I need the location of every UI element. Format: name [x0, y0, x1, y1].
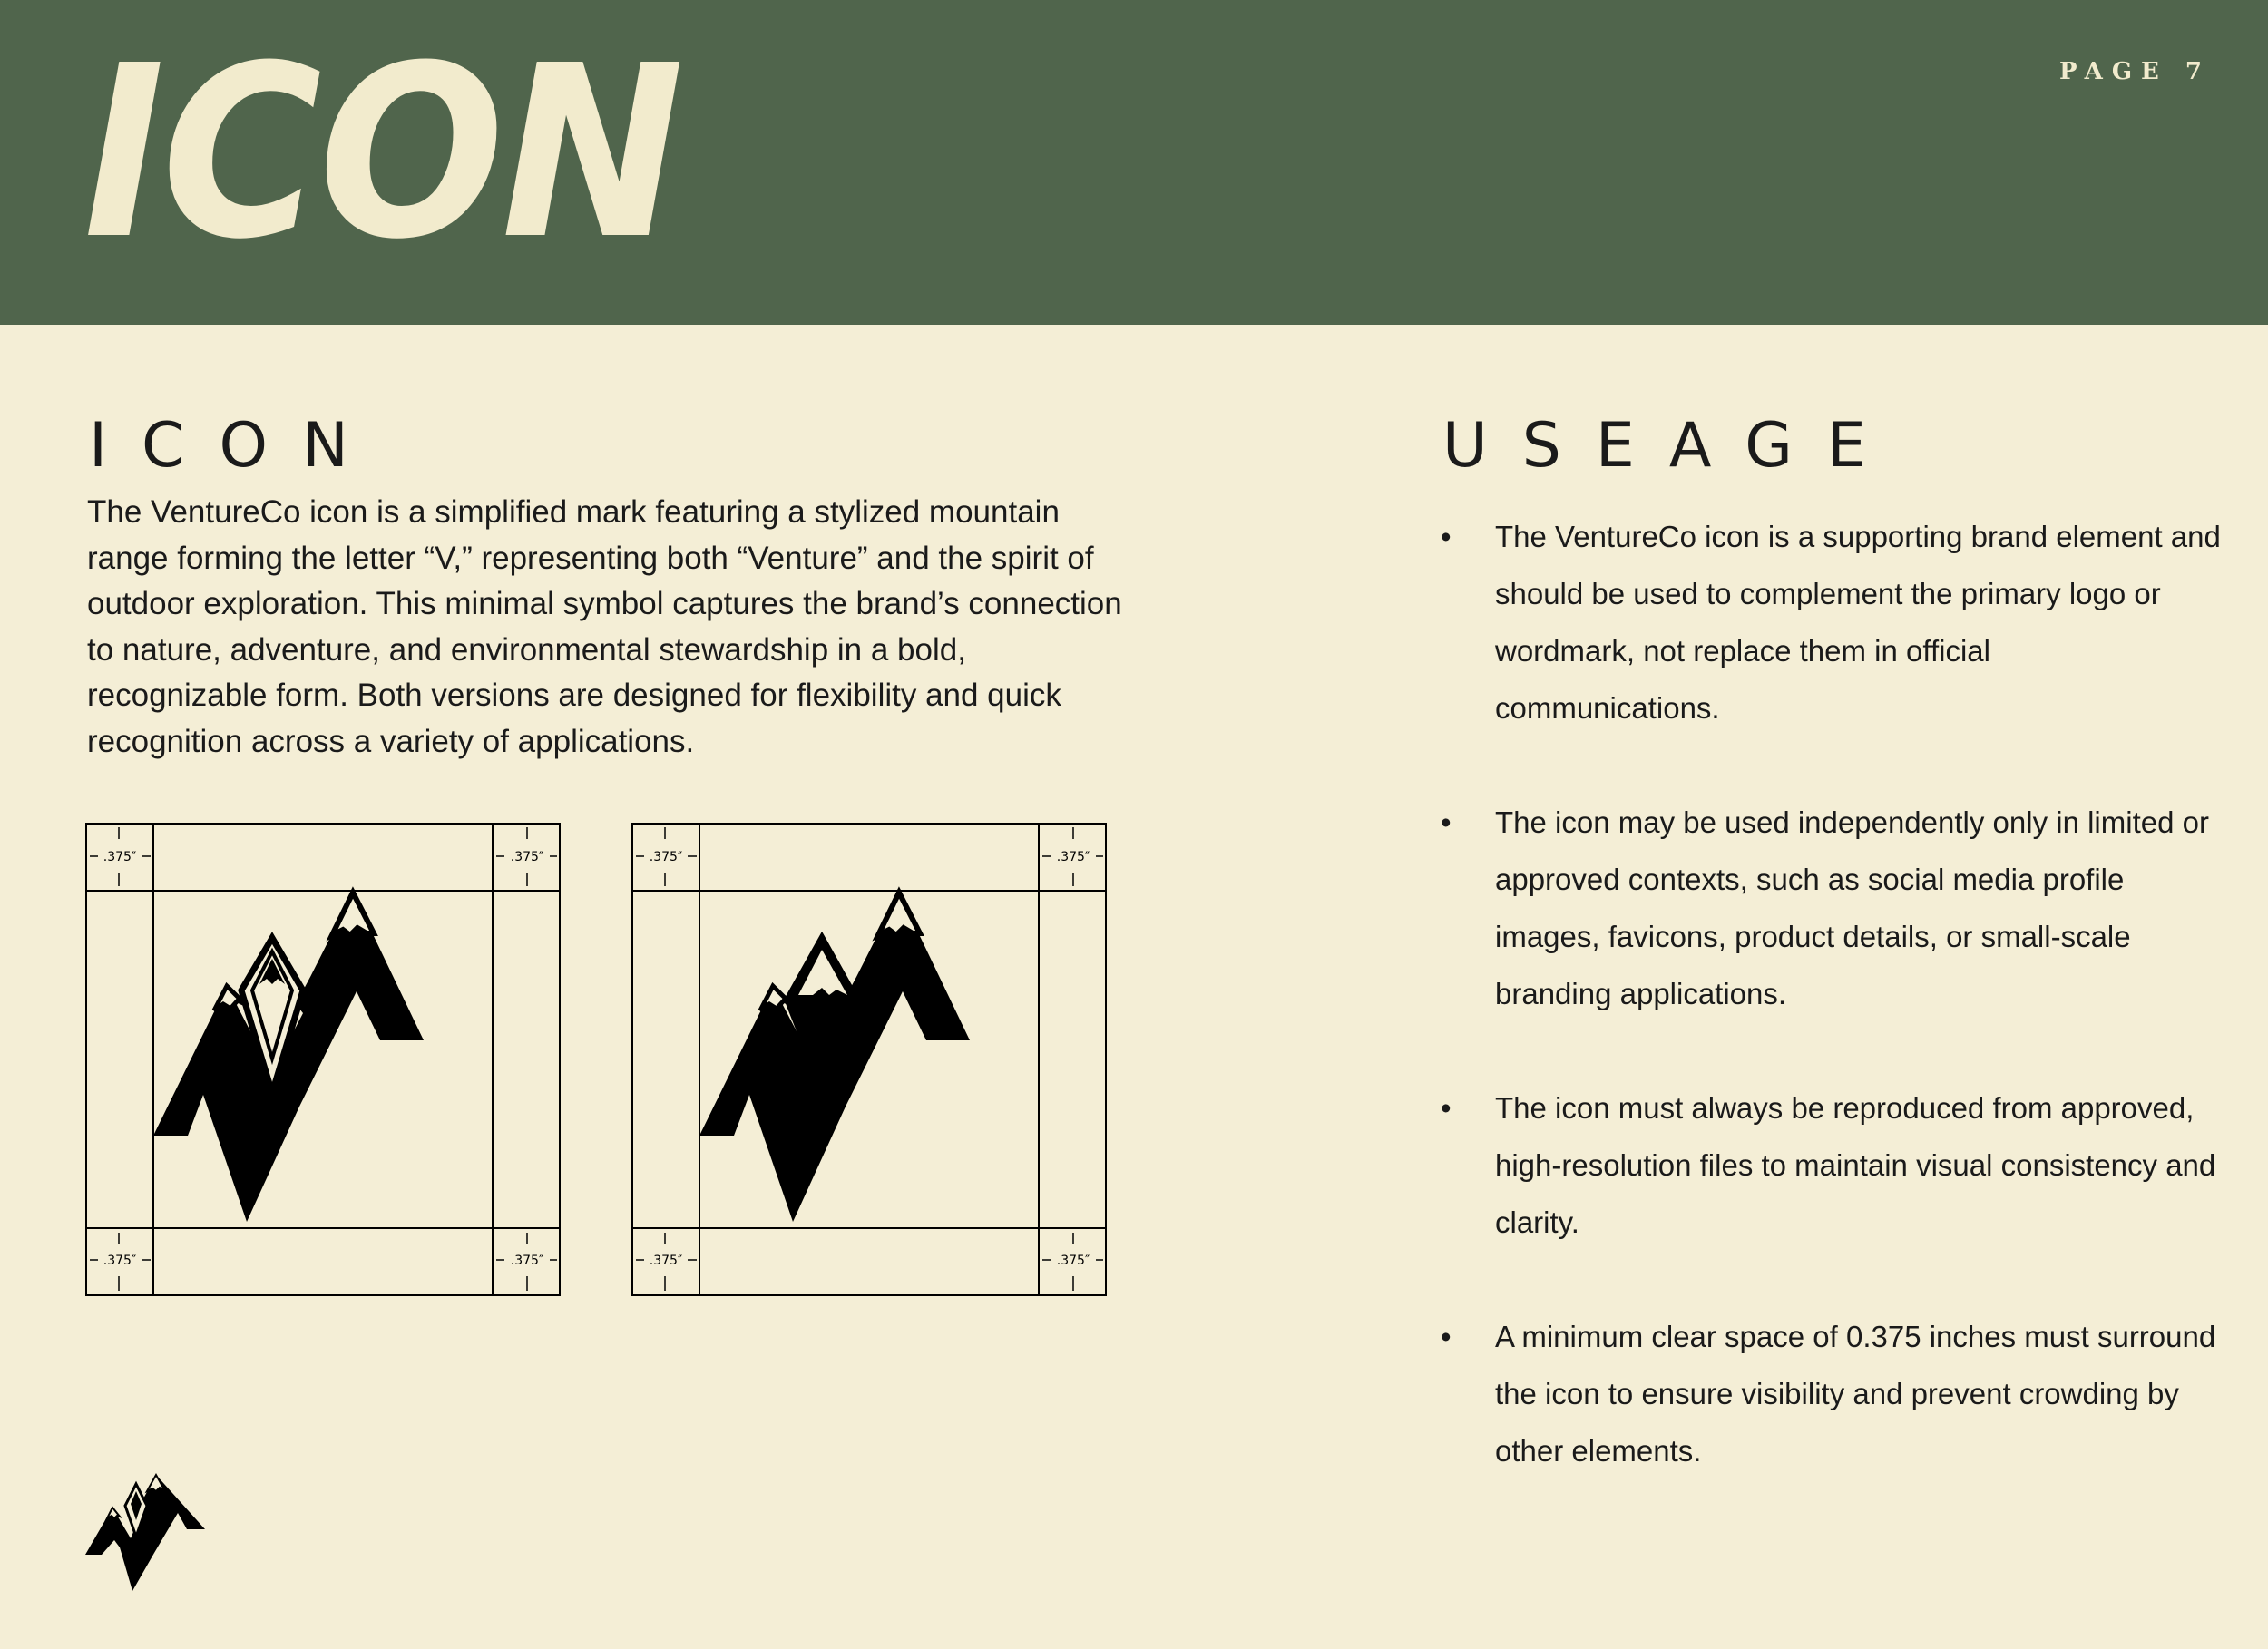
page-number: PAGE 7: [2059, 58, 2211, 85]
clearspace-label: .375″: [1056, 850, 1090, 864]
clearspace-label: .375″: [1056, 1254, 1090, 1268]
clearspace-label: .375″: [103, 1254, 137, 1268]
usage-item: • A minimum clear space of 0.375 inches must surround the icon to ensure visibility and prevent crowding by other elements.: [1441, 1320, 2216, 1468]
clearspace-label: .375″: [649, 850, 683, 864]
mountain-v-icon-filled-diamond: [699, 893, 970, 1222]
header-banner: [0, 0, 2268, 325]
icon-description: The VentureCo icon is a simplified mark featuring a stylized mountain range forming the letter “V,” representing both “Venture” and the spirit of outdoor exploration. This minimal symbol captures the brand’s connection to nature, adventure, and environmental stewardship in a bold, recognizable form. Both versions are designed for flexibility and quick recognition across a variety of applications.: [87, 494, 1122, 759]
usage-item: • The icon may be used independently only in limited or approved contexts, such as social media profile images, favicons, product details, or small-scale branding applications.: [1441, 805, 2209, 1010]
clearspace-label: .375″: [649, 1254, 683, 1268]
usage-heading: USEAGE: [1442, 410, 1901, 482]
usage-item: • The icon must always be reproduced from approved, high-resolution files to maintain visual consistency and clarity.: [1441, 1091, 2216, 1239]
icon-clearspace-diagram-outline: [85, 823, 561, 1296]
icon-heading: ICON: [89, 410, 383, 482]
clearspace-label: .375″: [103, 850, 137, 864]
icon-clearspace-diagram-filled: [631, 823, 1107, 1296]
page-title: ICON: [83, 15, 681, 291]
mountain-v-small-icon: [83, 1469, 210, 1596]
clearspace-label: .375″: [510, 850, 544, 864]
usage-list: [1441, 508, 2221, 1537]
usage-item: • The VentureCo icon is a supporting brand element and should be used to complement the primary logo or wordmark, not replace them in official communications.: [1441, 520, 2221, 725]
clearspace-label: .375″: [510, 1254, 544, 1268]
mountain-v-icon: [153, 893, 424, 1222]
